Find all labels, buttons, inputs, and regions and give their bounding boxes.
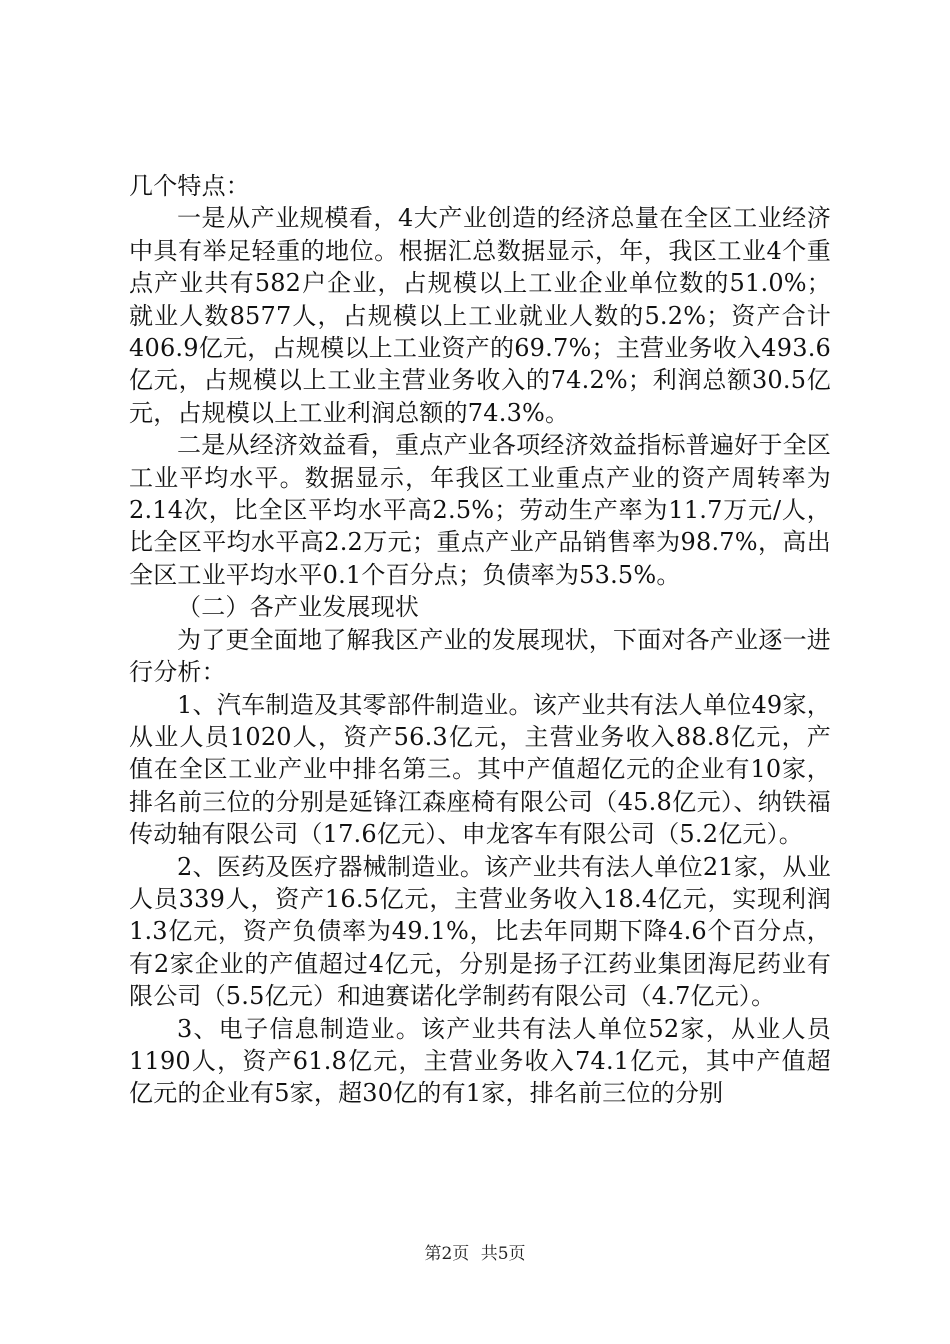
paragraph-intro-tail: 几个特点： — [129, 172, 250, 200]
section-heading: （二）各产业发展现状 — [177, 593, 419, 622]
paragraph-overview: 为了更全面地了解我区产业的发展现状，下面对各产业逐一进行分析： — [129, 625, 831, 687]
paragraph-electronics: 3、电子信息制造业。该产业共有法人单位52家，从业人员1190人，资产61.8亿元，主营业务收入74.1亿元，其中产值超亿元的企业有5家，超30亿的有1家，排名前三位的分别 — [129, 1014, 831, 1108]
paragraph-automotive: 1、汽车制造及其零部件制造业。该产业共有法人单位49家，从业人员1020人，资产56.3亿元，主营业务收入88.8亿元，产值在全区工业产业中排名第三。其中产值超亿元的企业有10家，排名前三位的分别是延锋江森座椅有限公司（45.8亿元）、纳铁福传动轴有限公司（17.6亿元）、申龙客车有限公司（5.2亿元）。 — [129, 690, 831, 849]
paragraph-efficiency: 二是从经济效益看，重点产业各项经济效益指标普遍好于全区工业平均水平。数据显示，年我区工业重点产业的资产周转率为2.14次，比全区平均水平高2.5%；劳动生产率为11.7万元/人，比全区平均水平高2.2万元；重点产业产品销售率为98.7%，高出全区工业平均水平0.1个百分点；负债率为53.5%。 — [129, 431, 831, 589]
document-body — [129, 170, 831, 1110]
page-total: 共5页 — [480, 1244, 526, 1264]
page-number: 第2页 — [424, 1244, 470, 1264]
paragraph-pharma: 2、医药及医疗器械制造业。该产业共有法人单位21家，从业人员339人，资产16.5亿元，主营业务收入18.4亿元，实现利润1.3亿元，资产负债率为49.1%，比去年同期下降4.6个百分点，有2家企业的产值超过4亿元，分别是扬子江药业集团海尼药业有限公司（5.5亿元）和迪赛诺化学制药有限公司（4.7亿元）。 — [129, 852, 831, 1011]
paragraph-scale: 一是从产业规模看，4大产业创造的经济总量在全区工业经济中具有举足轻重的地位。根据汇总数据显示，年，我区工业4个重点产业共有582户企业，占规模以上工业企业单位数的51.0%；就业人数8577人，占规模以上工业就业人数的5.2%；资产合计406.9亿元，占规模以上工业资产的69.7%；主营业务收入493.6亿元，占规模以上工业主营业务收入的74.2%；利润总额30.5亿元，占规模以上工业利润总额的74.3%。 — [129, 204, 831, 427]
page-footer — [0, 1243, 950, 1265]
